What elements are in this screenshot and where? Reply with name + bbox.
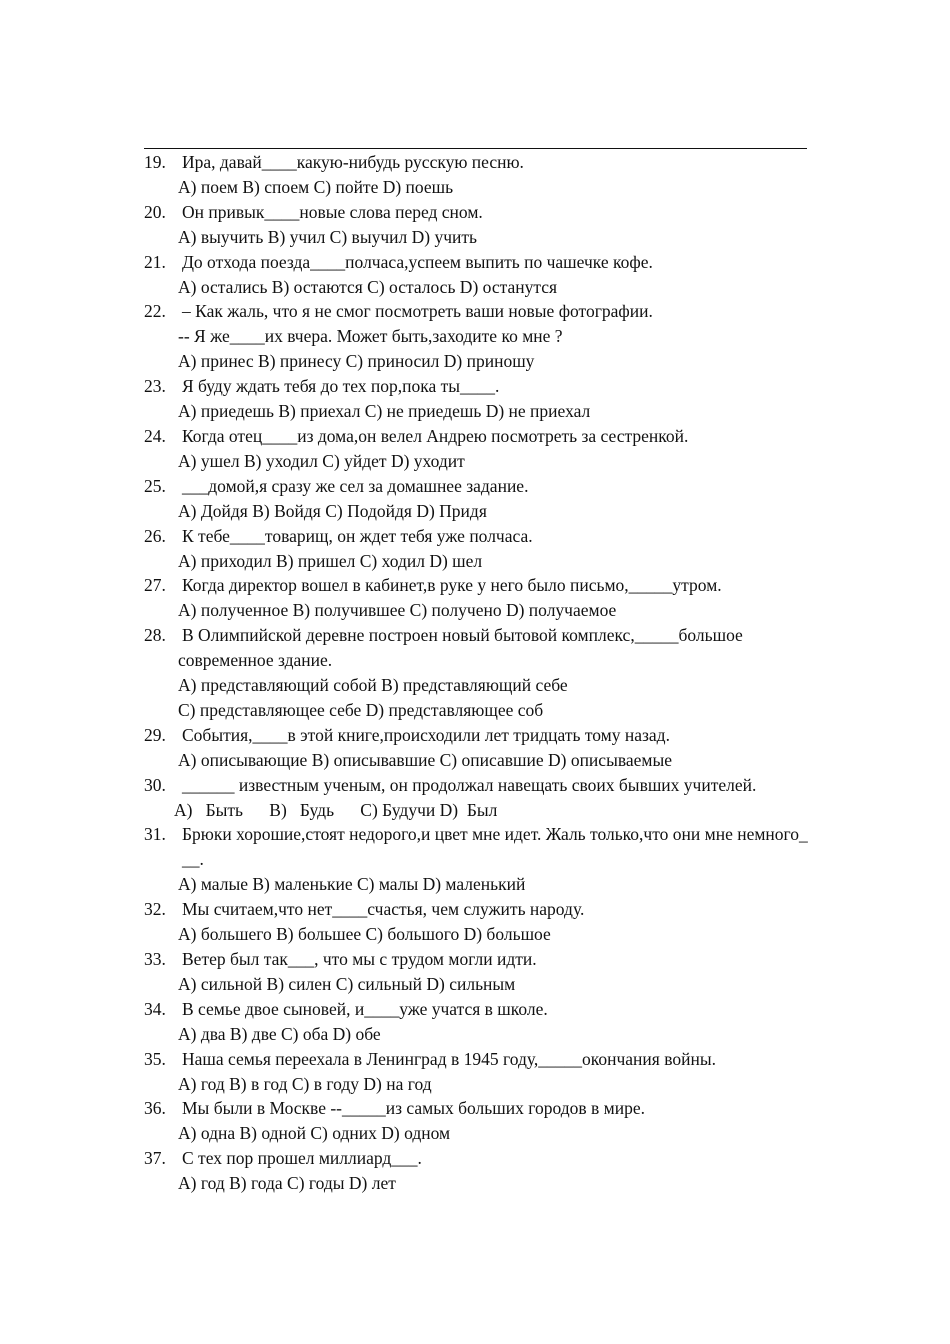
answer-options: A) приходил B) пришел C) ходил D) шел [178,550,483,571]
question-number: 37. [144,1148,166,1169]
question-text: Он привык____новые слова перед сном. [182,201,483,222]
question-19 [144,150,808,200]
question-text-continued: современное здание. [178,650,333,671]
question-text: Когда отец____из дома,он велел Андрею посмотреть за сестренкой. [182,425,689,446]
answer-options: A) два B) две C) оба D) обе [178,1023,381,1044]
question-number: 26. [144,525,166,546]
answer-options: A) Быть B) Будь C) Будучи D) Был [174,799,498,820]
question-text: События,____в этой книге,происходили лет тридцать тому назад. [182,724,670,745]
question-25 [144,474,808,524]
question-number: 25. [144,475,166,496]
question-text: До отхода поезда____полчаса,успеем выпить по чашечке кофе. [182,251,653,272]
question-number: 19. [144,152,166,172]
answer-options: A) полученное B) получившее C) получено D) получаемое [178,600,617,621]
question-text: ___домой,я сразу же сел за домашнее задание. [182,475,529,496]
question-list [144,150,808,1196]
question-text: Мы были в Москве --_____из самых больших городов в мире. [182,1098,645,1119]
answer-options: A) представляющий собой B) представляющий себе [178,675,568,696]
question-27 [144,573,808,623]
question-36 [144,1096,808,1146]
question-number: 28. [144,625,166,646]
question-text: Я буду ждать тебя до тех пор,пока ты____. [182,376,500,397]
question-text: Мы считаем,что нет____счастья, чем служить народу. [182,899,585,920]
answer-options: A) остались B) остаются C) осталось D) останутся [178,276,558,297]
question-text: С тех пор прошел миллиард___. [182,1148,422,1169]
question-31 [144,822,808,897]
header-rule [144,148,807,149]
question-number: 21. [144,251,166,272]
question-number: 29. [144,724,166,745]
question-37 [144,1146,808,1196]
answer-options: A) принес B) принесу C) приносил D) приношу [178,351,535,372]
question-21 [144,250,808,300]
answer-options: A) одна B) одной C) одних D) одном [178,1123,451,1144]
question-text: Ира, давай____какую-нибудь русскую песню. [182,152,524,172]
question-number: 33. [144,949,166,969]
question-32 [144,897,808,947]
answer-options: A) поем B) споем C) пойте D) поешь [178,176,454,197]
question-text: – Как жаль, что я не смог посмотреть ваши новые фотографии. [182,301,653,322]
question-number: 30. [144,774,166,795]
question-number: 23. [144,376,166,397]
question-24 [144,424,808,474]
question-29 [144,723,808,773]
answer-options-continued: C) представляющее себе D) представляющее соб [178,699,544,720]
question-30 [144,773,808,823]
question-text: Когда директор вошел в кабинет,в руке у него было письмо,_____утром. [182,575,722,596]
answer-options: A) Дойдя B) Войдя C) Подойдя D) Придя [178,500,487,521]
question-text: Ветер был так___, что мы с трудом могли идти. [182,949,537,969]
answer-options: A) большего B) большее C) большого D) большое [178,924,551,945]
answer-options: A) приедешь B) приехал C) не приедешь D) не приехал [178,401,591,422]
answer-options: A) год B) в год C) в году D) на год [178,1073,432,1094]
question-number: 36. [144,1098,166,1119]
answer-options: A) ушел B) уходил C) уйдет D) уходит [178,450,465,471]
question-33 [144,947,808,997]
question-number: 27. [144,575,166,596]
question-text: Наша семья переехала в Ленинград в 1945 году,_____окончания войны. [182,1048,716,1069]
question-number: 20. [144,201,166,222]
question-34 [144,997,808,1047]
question-35 [144,1047,808,1097]
question-text: В Олимпийской деревне построен новый бытовой комплекс,_____большое [182,625,743,646]
question-number: 24. [144,425,166,446]
question-number: 22. [144,301,166,322]
question-text: ______ известным ученым, он продолжал навещать своих бывших учителей. [182,774,757,795]
question-text: К тебе____товарищ, он ждет тебя уже полчаса. [182,525,533,546]
question-20 [144,200,808,250]
question-number: 31. [144,824,166,845]
answer-options: A) год B) года C) годы D) лет [178,1173,396,1194]
answer-options: A) сильной B) силен C) сильный D) сильным [178,973,516,994]
question-26 [144,524,808,574]
question-23 [144,374,808,424]
question-text: Брюки хорошие,стоят недорого,и цвет мне идет. Жаль только,что они мне немного___. [182,824,808,870]
answer-options: A) описывающие B) описывавшие C) описавшие D) описываемые [178,749,672,770]
question-28 [144,623,808,723]
answer-options: A) выучить B) учил C) выучил D) учить [178,226,477,247]
question-22 [144,299,808,374]
question-number: 32. [144,899,166,920]
question-text: В семье двое сыновей, и____уже учатся в школе. [182,998,548,1019]
question-text-continued: -- Я же____их вчера. Может быть,заходите ко мне ? [178,326,563,347]
question-number: 34. [144,998,166,1019]
question-number: 35. [144,1048,166,1069]
answer-options: A) малые B) маленькие C) малы D) маленький [178,874,526,895]
